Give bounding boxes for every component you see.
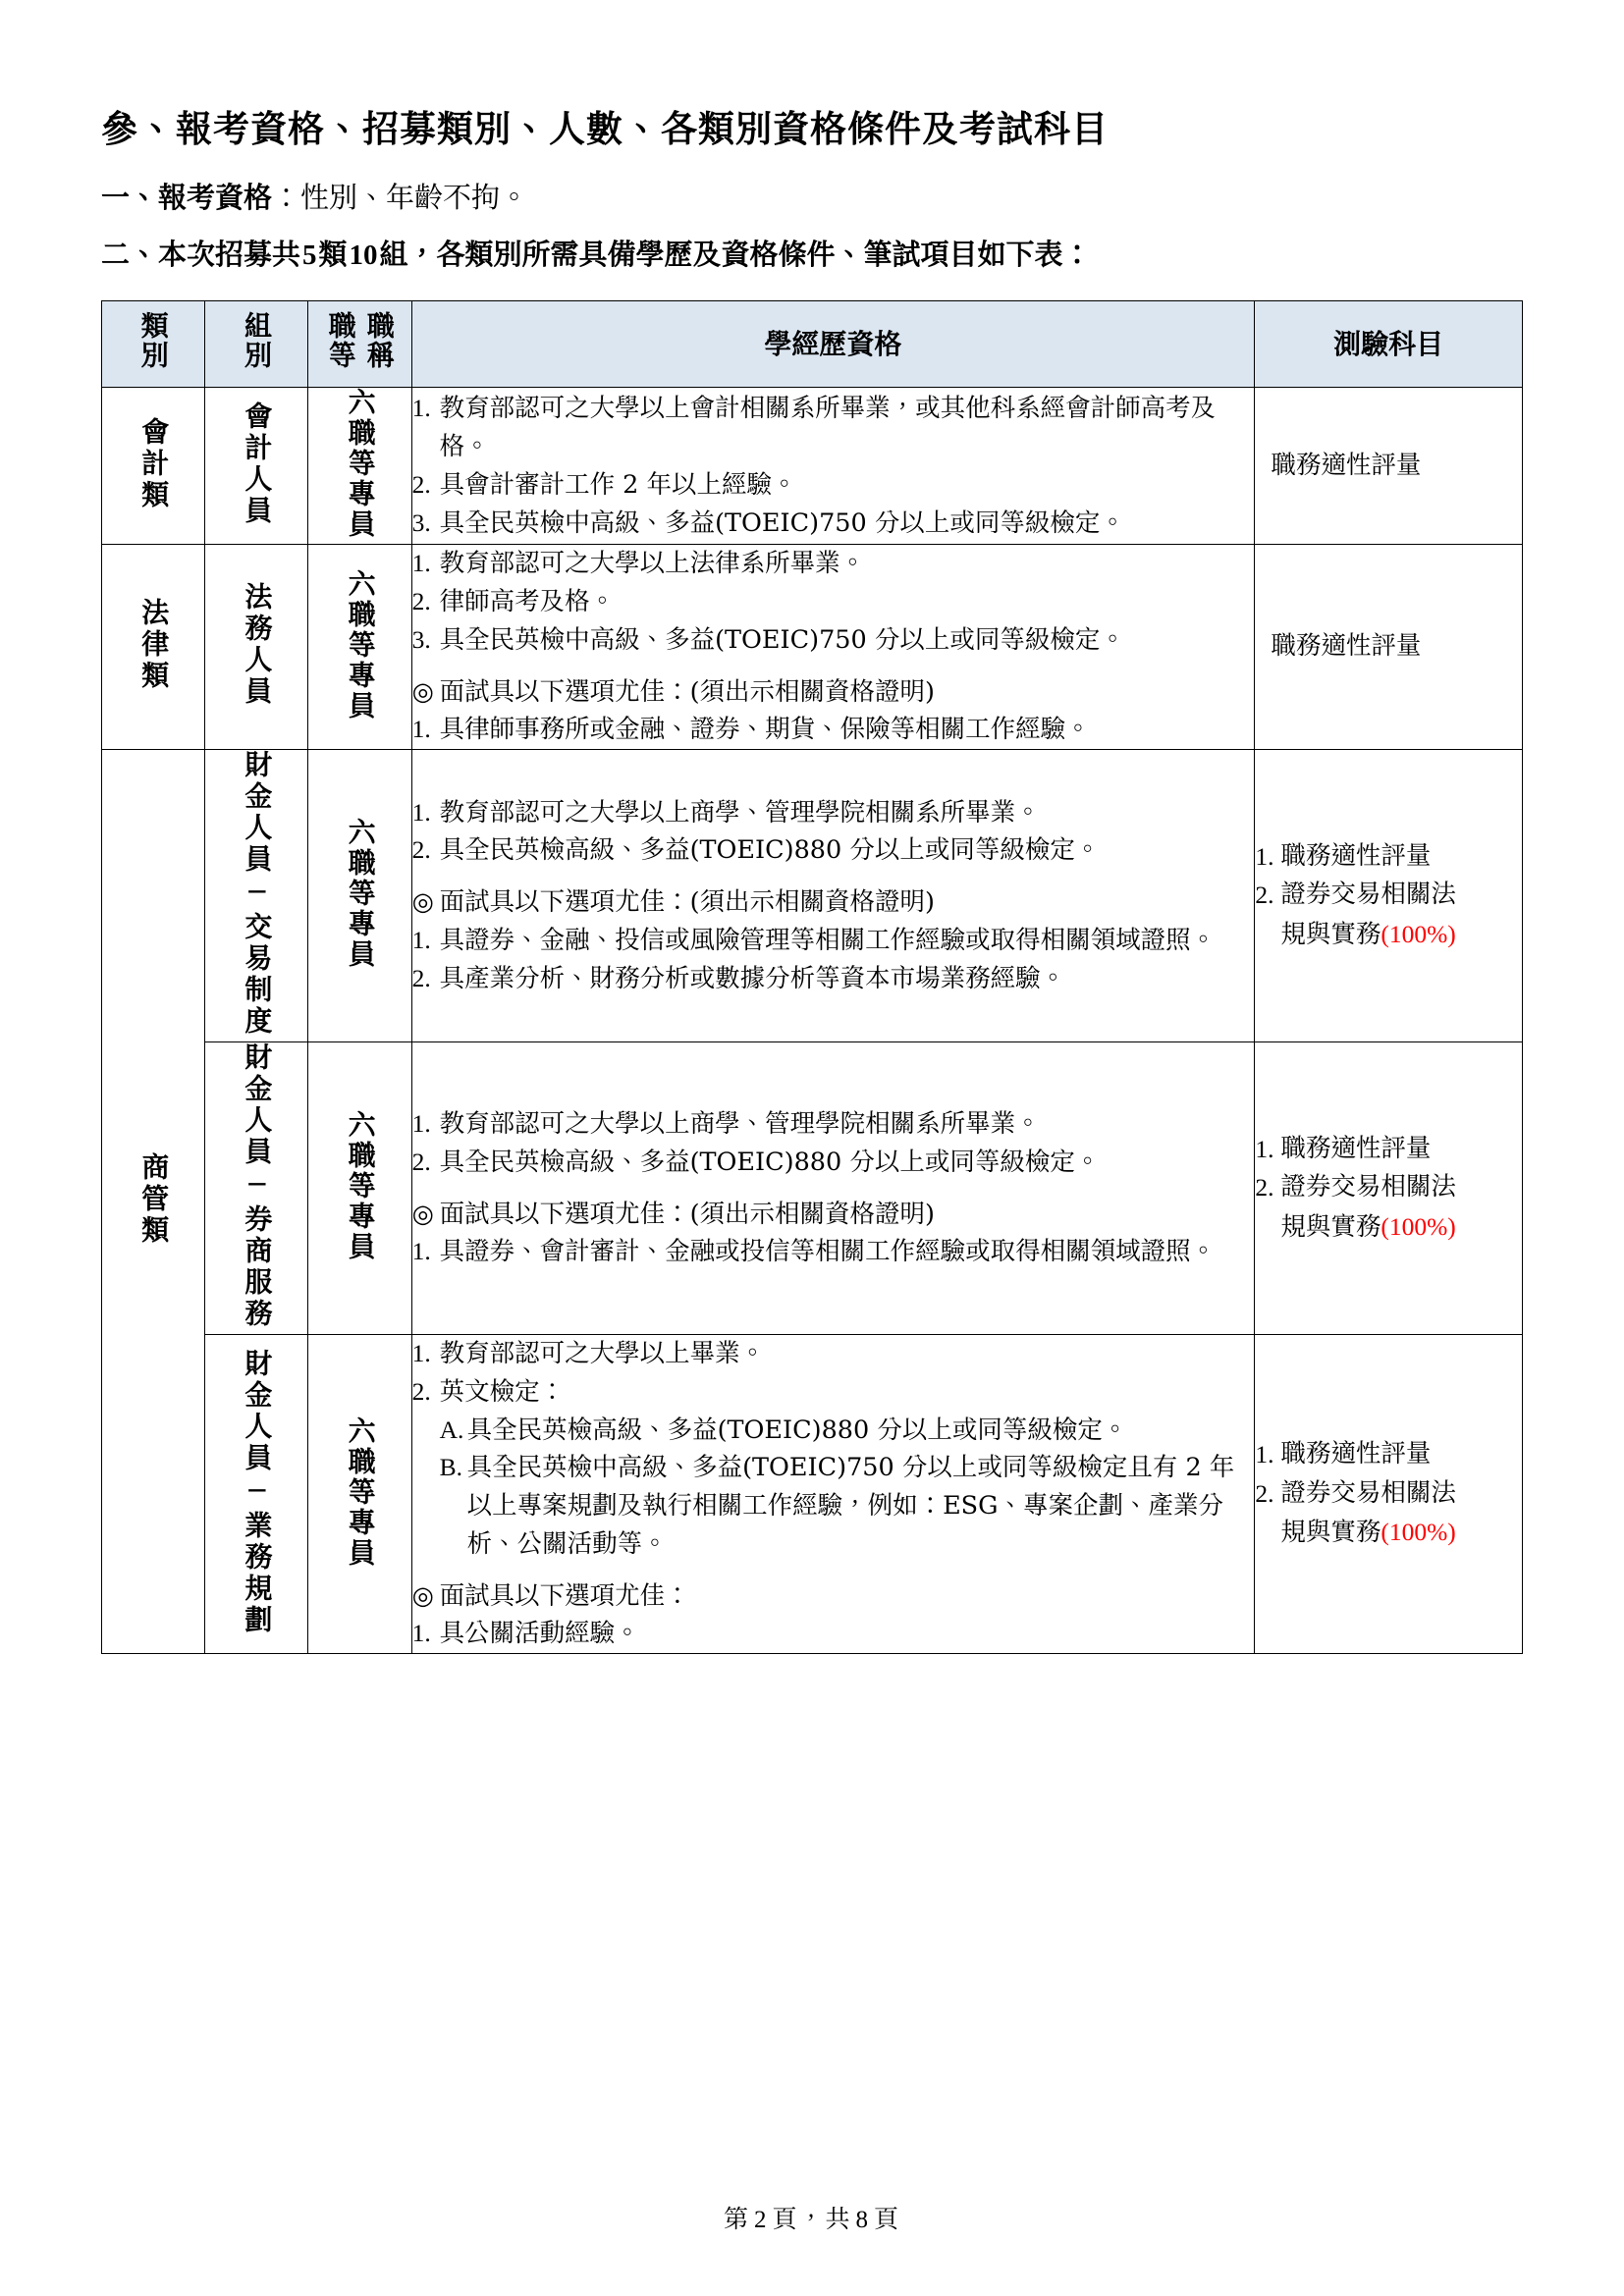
table-row — [102, 1042, 1523, 1335]
qualification-item — [412, 1144, 1255, 1182]
exam-text: 職務適性評量 — [1280, 1439, 1432, 1469]
exam-item — [1255, 1130, 1522, 1169]
exam-text-continued — [1255, 1513, 1522, 1553]
exam-marker: 1. — [1255, 841, 1274, 871]
qualification-text: 具公關活動經驗。 — [439, 1619, 640, 1649]
qualification-marker: ◎ — [411, 1580, 434, 1610]
qualification-marker: A. — [439, 1415, 464, 1444]
exam-text-continued — [1255, 1207, 1522, 1248]
cell-exam — [1255, 545, 1523, 750]
intro-line-2 — [101, 234, 1523, 278]
cell-qualification — [411, 750, 1255, 1042]
group-label: 會計人員 — [241, 400, 274, 527]
cell-rank — [308, 388, 411, 545]
exam-text: 證券交易相關法 — [1280, 1172, 1456, 1202]
qualification-marker: 1. — [411, 925, 431, 954]
qualification-text: 教育部認可之大學以上會計相關系所畢業，或其他科系經會計師高考及格。 — [439, 394, 1217, 461]
cell-qualification — [411, 545, 1255, 750]
exam-text-continued-label: 規與實務 — [1280, 1518, 1381, 1548]
qualification-text: 具全民英檢高級、多益(TOEIC)880 分以上或同等級檢定。 — [439, 835, 1101, 866]
qualification-text: 面試具以下選項尤佳：(須出示相關資格證明) — [439, 887, 935, 918]
category-label: 商管類 — [137, 1152, 171, 1247]
qualification-text: 面試具以下選項尤佳： — [439, 1580, 690, 1611]
header-exam: 測驗科目 — [1255, 301, 1523, 388]
qualification-marker: 3. — [411, 507, 431, 537]
rank-label: 六職等專員 — [344, 1110, 377, 1262]
qualification-text: 具證券、金融、投信或風險管理等相關工作經驗或取得相關領域證照。 — [439, 925, 1217, 955]
exam-text-continued — [1255, 915, 1522, 955]
qualification-item — [412, 1105, 1255, 1144]
footer-page-number: 2 — [753, 2207, 769, 2233]
category-label: 會計類 — [137, 416, 171, 511]
header-rank — [308, 301, 411, 388]
qualification-item — [412, 1373, 1255, 1412]
rank-label: 六職等專員 — [344, 388, 377, 541]
exam-text: 證券交易相關法 — [1280, 880, 1456, 910]
qualification-item — [412, 922, 1255, 960]
qualification-marker: 2. — [411, 469, 431, 499]
qualification-marker: 2. — [411, 963, 431, 992]
qualification-item — [412, 1449, 1255, 1563]
qualification-item — [412, 505, 1255, 543]
cell-category — [102, 545, 205, 750]
qualification-text: 面試具以下選項尤佳：(須出示相關資格證明) — [439, 676, 935, 707]
cell-rank — [308, 545, 411, 750]
qualification-text: 具全民英檢中高級、多益(TOEIC)750 分以上或同等級檢定且有 2 年以上專案規劃及執行相關工作經驗，例如：ESG、專案企劃、產業分析、公關活動等。 — [466, 1453, 1235, 1559]
qualification-text: 具全民英檢中高級、多益(TOEIC)750 分以上或同等級檢定。 — [439, 507, 1125, 538]
rank-label: 六職等專員 — [344, 1415, 377, 1569]
group-label: 財金人員─券商服務 — [241, 1042, 274, 1330]
category-label: 法律類 — [137, 598, 171, 693]
exam-item — [1255, 1435, 1522, 1474]
cell-exam — [1255, 750, 1523, 1042]
qualification-text: 面試具以下選項尤佳：(須出示相關資格證明) — [439, 1199, 935, 1229]
exam-weight-badge: (100%) — [1380, 1211, 1456, 1241]
qualification-marker: 2. — [411, 835, 431, 865]
cell-group — [205, 750, 308, 1042]
qualification-text: 英文檢定： — [439, 1376, 566, 1407]
header-rank-label-2: 職稱 — [362, 311, 396, 371]
page-title: 參、報考資格、招募類別、人數、各類別資格條件及考試科目 — [101, 107, 1109, 150]
table-body — [102, 388, 1523, 1654]
qualification-marker: 1. — [411, 1237, 431, 1266]
qualification-marker: ◎ — [411, 676, 434, 706]
qualification-marker: B. — [439, 1453, 462, 1482]
qualification-item — [412, 794, 1255, 832]
exam-text-continued-label: 規與實務 — [1280, 1211, 1381, 1242]
exam-marker: 1. — [1255, 1440, 1274, 1469]
qualification-item — [412, 883, 1255, 922]
cell-qualification — [411, 388, 1255, 545]
qualification-item — [412, 673, 1255, 712]
qualification-text: 律師高考及格。 — [439, 587, 616, 616]
qualification-item — [412, 1335, 1255, 1373]
qualification-text: 教育部認可之大學以上法律系所畢業。 — [439, 549, 866, 579]
qualification-item — [412, 545, 1255, 583]
table-row — [102, 545, 1523, 750]
qualification-item — [412, 1233, 1255, 1271]
table-head — [102, 301, 1523, 388]
qualification-item — [412, 960, 1255, 998]
exam-weight-badge: (100%) — [1380, 1518, 1456, 1547]
cell-qualification — [411, 1335, 1255, 1654]
exam-item — [1271, 627, 1522, 667]
qualification-marker: 2. — [411, 1147, 431, 1176]
header-category — [102, 301, 205, 388]
qualification-text: 具產業分析、財務分析或數據分析等資本市場業務經驗。 — [439, 963, 1066, 993]
qualification-item — [412, 1196, 1255, 1234]
footer-suffix: 頁 — [874, 2205, 901, 2233]
qualification-text: 具全民英檢高級、多益(TOEIC)880 分以上或同等級檢定。 — [466, 1415, 1128, 1445]
qualification-text: 教育部認可之大學以上商學、管理學院相關系所畢業。 — [439, 797, 1041, 828]
table-row — [102, 388, 1523, 545]
exam-item — [1255, 837, 1522, 877]
exam-item — [1255, 1474, 1522, 1514]
footer-mid: 頁，共 — [772, 2205, 852, 2233]
intro-line-2-body: ，各類別所需具備學歷及資格條件、筆試項目如下表： — [407, 237, 1092, 271]
qualification-marker: 1. — [411, 797, 431, 827]
exam-marker: 2. — [1255, 1173, 1274, 1202]
header-group-label: 組別 — [240, 311, 273, 371]
rank-label: 六職等專員 — [344, 568, 377, 721]
header-category-label: 類別 — [136, 311, 170, 371]
footer-prefix: 第 — [723, 2205, 750, 2233]
footer-total-pages: 8 — [855, 2207, 870, 2233]
qualification-marker: ◎ — [411, 1199, 434, 1228]
cell-rank — [308, 1335, 411, 1654]
page-content — [101, 0, 1523, 1654]
qualification-item — [412, 466, 1255, 505]
intro-line-1 — [101, 177, 1523, 220]
qualification-text: 具證券、會計審計、金融或投信等相關工作經驗或取得相關領域證照。 — [439, 1237, 1217, 1267]
qualification-item — [412, 621, 1255, 660]
qualification-marker: 1. — [411, 715, 431, 744]
intro-line-1-lead: 一、報考資格 — [101, 181, 273, 215]
exam-text: 職務適性評量 — [1271, 450, 1422, 480]
qualification-marker: 1. — [411, 1109, 431, 1138]
recruit-group-unit: 組 — [379, 237, 408, 271]
qualification-marker: 1. — [411, 394, 431, 423]
recruit-type-count: 5 — [302, 239, 317, 271]
exam-marker: 1. — [1255, 1134, 1274, 1163]
qualification-marker: 2. — [411, 587, 431, 615]
cell-group — [205, 545, 308, 750]
cell-exam — [1255, 1042, 1523, 1335]
cell-category — [102, 750, 205, 1654]
cell-group — [205, 1335, 308, 1654]
exam-text: 職務適性評量 — [1280, 840, 1432, 871]
qualification-text: 教育部認可之大學以上畢業。 — [439, 1339, 766, 1368]
group-label: 財金人員─業務規劃 — [241, 1348, 274, 1636]
qualification-table — [101, 300, 1523, 1654]
qualification-text: 具會計審計工作 2 年以上經驗。 — [439, 469, 797, 500]
cell-exam — [1255, 388, 1523, 545]
qualification-marker: 1. — [411, 1339, 431, 1367]
exam-marker: 2. — [1255, 881, 1274, 910]
qualification-item — [412, 390, 1255, 466]
header-rank-label-1: 職等 — [324, 311, 357, 371]
qualification-marker: 3. — [411, 624, 431, 654]
qualification-marker: 1. — [411, 549, 431, 578]
table-header-row — [102, 301, 1523, 388]
cell-rank — [308, 750, 411, 1042]
qualification-text: 具全民英檢中高級、多益(TOEIC)750 分以上或同等級檢定。 — [439, 624, 1125, 655]
qualification-text: 具全民英檢高級、多益(TOEIC)880 分以上或同等級檢定。 — [439, 1147, 1101, 1177]
qualification-item — [412, 831, 1255, 870]
cell-rank — [308, 1042, 411, 1335]
qualification-item — [412, 1577, 1255, 1616]
cell-qualification — [411, 1042, 1255, 1335]
qualification-item — [412, 1615, 1255, 1653]
exam-text: 證券交易相關法 — [1280, 1477, 1456, 1508]
intro-line-1-body: ：性別、年齡不拘。 — [272, 181, 529, 215]
exam-marker: 2. — [1255, 1478, 1274, 1508]
intro-line-2-lead: 二、本次招募共 — [101, 237, 301, 271]
cell-category — [102, 388, 205, 545]
cell-exam — [1255, 1335, 1523, 1654]
qualification-marker: 1. — [411, 1619, 431, 1648]
group-label: 法務人員 — [241, 582, 274, 709]
exam-text-continued-label: 規與實務 — [1280, 919, 1381, 949]
exam-item — [1271, 447, 1522, 486]
qualification-text: 教育部認可之大學以上商學、管理學院相關系所畢業。 — [439, 1109, 1041, 1139]
rank-label: 六職等專員 — [344, 818, 377, 970]
qualification-item — [412, 583, 1255, 621]
qualification-text: 具律師事務所或金融、證券、期貨、保險等相關工作經驗。 — [439, 715, 1091, 745]
exam-text: 職務適性評量 — [1271, 631, 1422, 662]
page-footer — [0, 2200, 1624, 2235]
cell-group — [205, 1042, 308, 1335]
qualification-marker: ◎ — [411, 887, 434, 917]
header-qualification: 學經歷資格 — [411, 301, 1255, 388]
cell-group — [205, 388, 308, 545]
recruit-group-count: 10 — [349, 239, 378, 271]
table-row — [102, 1335, 1523, 1654]
qualification-item — [412, 1412, 1255, 1450]
exam-text: 職務適性評量 — [1280, 1133, 1432, 1163]
recruit-type-unit: 類 — [318, 237, 348, 271]
exam-weight-badge: (100%) — [1380, 919, 1456, 948]
exam-item — [1255, 1168, 1522, 1207]
header-group — [205, 301, 308, 388]
exam-item — [1255, 876, 1522, 915]
table-row — [102, 750, 1523, 1042]
group-label: 財金人員─交易制度 — [241, 750, 274, 1038]
qualification-item — [412, 711, 1255, 749]
qualification-marker: 2. — [411, 1376, 431, 1406]
